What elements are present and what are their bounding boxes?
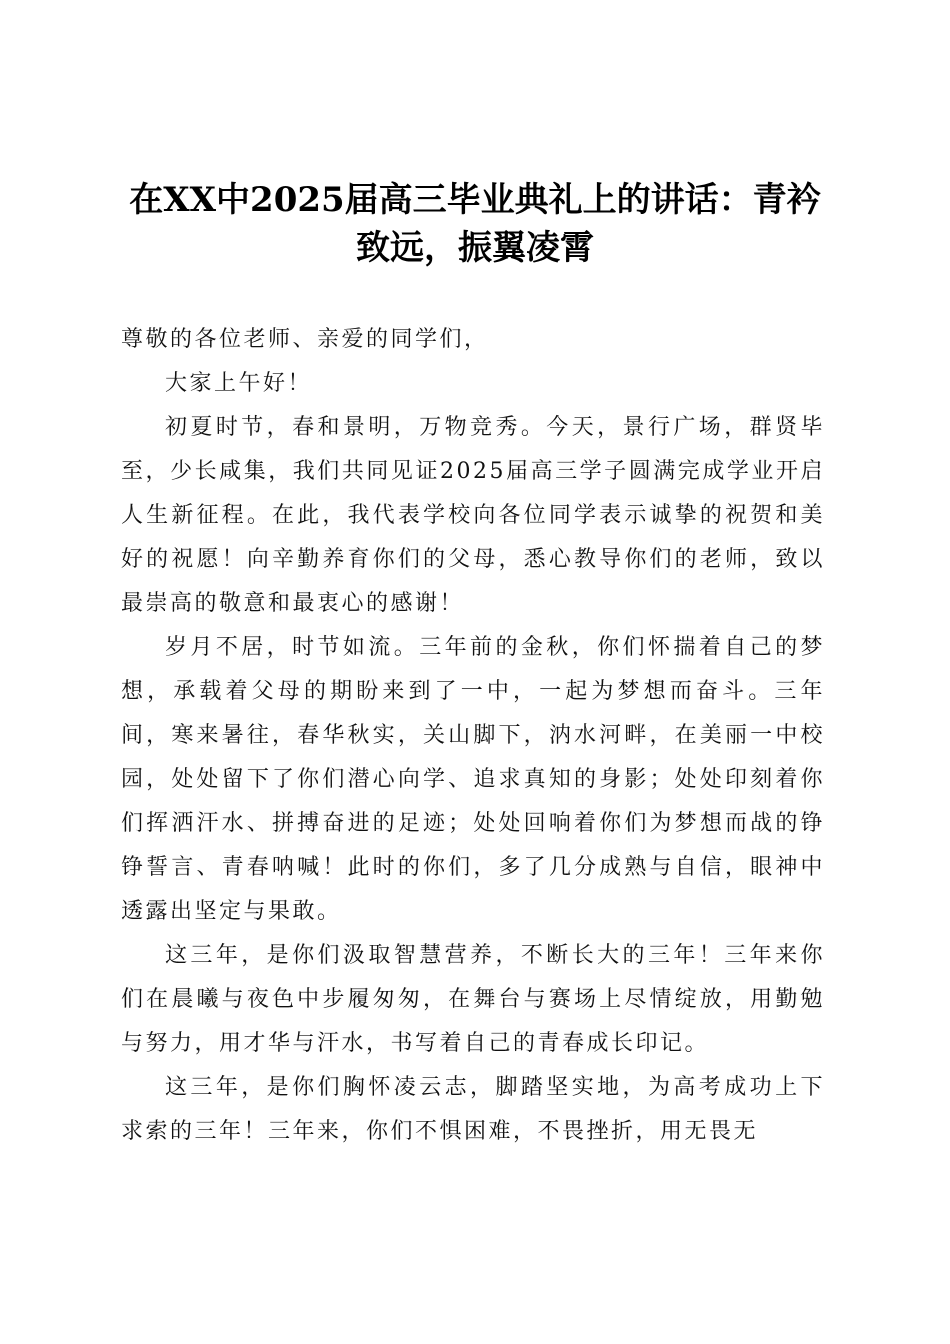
document-title: 在XX中2025届高三毕业典礼上的讲话：青衿致远，振翼凌霄 [129,180,821,268]
paragraph-greeting: 大家上午好！ [165,371,313,396]
paragraph-opening: 初夏时节，春和景明，万物竞秀。今天，景行广场，群贤毕至，少长咸集，我们共同见证2025届高三学子圆满完成学业开启人生新征程。在此，我代表学校向各位同学表示诚挚的祝贺和美好的祝愿！向辛勤养育你们的父母，悉心教导你们的老师，致以最崇高的敬意和最衷心的感谢！ [121,415,825,616]
document-body [121,318,825,1154]
paragraph-three-years-review: 岁月不居，时节如流。三年前的金秋，你们怀揣着自己的梦想，承载着父母的期盼来到了一中，一起为梦想而奋斗。三年间，寒来暑往，春华秋实，关山脚下，汭水河畔，在美丽一中校园，处处留下了你们潜心向学、追求真知的身影；处处印刻着你们挥洒汗水、拼搏奋进的足迹；处处回响着你们为梦想而战的铮铮誓言、青春呐喊！此时的你们，多了几分成熟与自信，眼神中透露出坚定与果敢。 [121,635,825,924]
salutation: 尊敬的各位老师、亲爱的同学们， [121,327,489,352]
paragraph-perseverance: 这三年，是你们胸怀凌云志，脚踏坚实地，为高考成功上下求索的三年！三年来，你们不惧困难，不畏挫折，用无畏无 [121,1075,825,1144]
paragraph-growth: 这三年，是你们汲取智慧营养，不断长大的三年！三年来你们在晨曦与夜色中步履匆匆，在舞台与赛场上尽情绽放，用勤勉与努力，用才华与汗水，书写着自己的青春成长印记。 [121,943,825,1056]
